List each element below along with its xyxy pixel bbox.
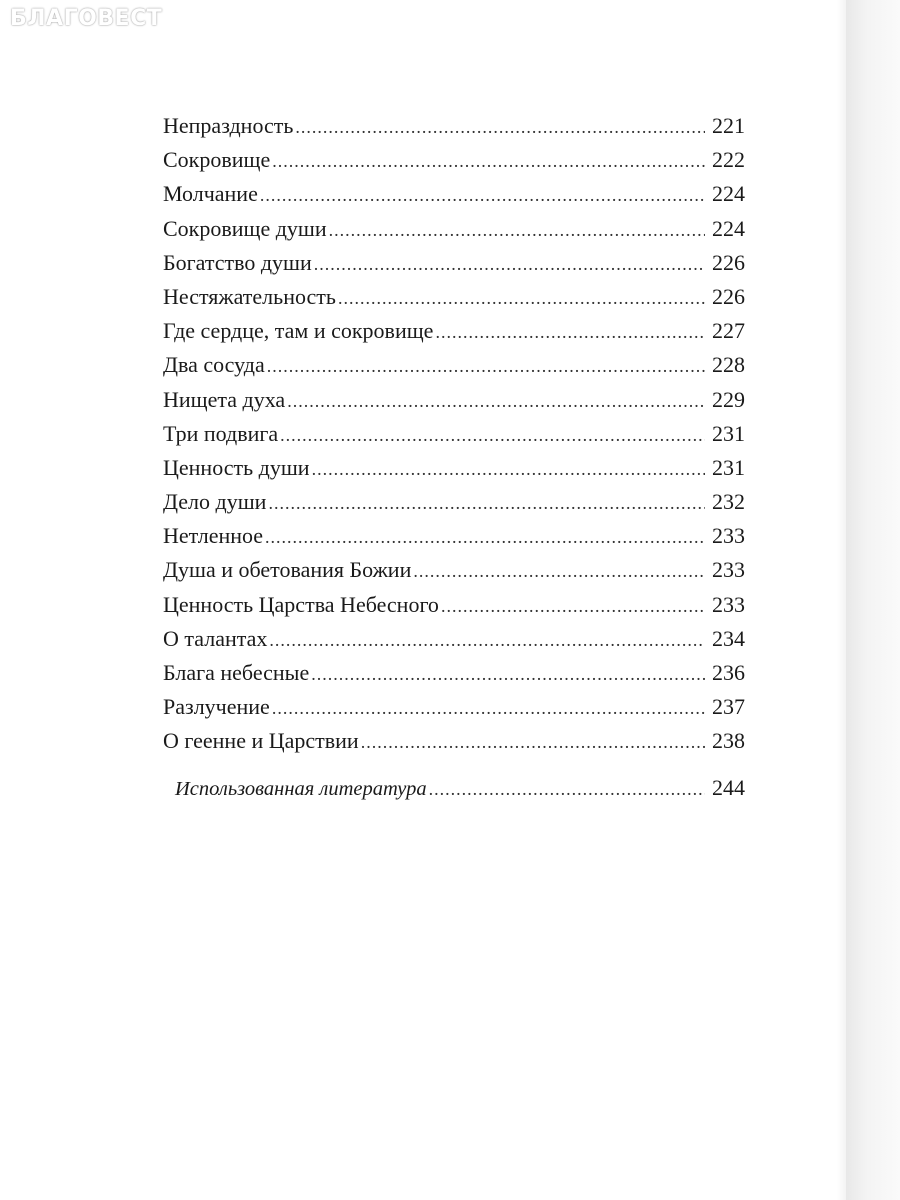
toc-entry-title: Сокровище xyxy=(163,147,271,173)
toc-entry xyxy=(163,250,745,284)
toc-dot-leader xyxy=(329,220,705,241)
toc-entry-page: 233 xyxy=(712,591,745,617)
toc-entry-page: 222 xyxy=(712,147,745,173)
toc-entry-title: Использованная литература xyxy=(175,777,427,800)
toc-entry-title: Ценность души xyxy=(163,454,310,480)
toc-entry-page: 237 xyxy=(712,694,745,720)
toc-entry-page: 227 xyxy=(712,318,745,344)
toc-entry-page: 234 xyxy=(712,625,745,651)
toc-entry-page: 231 xyxy=(712,420,745,446)
toc-entry-page: 233 xyxy=(712,557,745,583)
toc-entry xyxy=(163,352,745,386)
toc-entry-page: 244 xyxy=(712,774,745,800)
toc-dot-leader xyxy=(272,698,705,719)
toc-dot-leader xyxy=(413,561,705,582)
toc-dot-leader xyxy=(280,425,705,446)
toc-entry xyxy=(163,113,745,147)
toc-entry xyxy=(163,626,745,660)
toc-dot-leader xyxy=(287,391,705,412)
toc-entry xyxy=(163,181,745,215)
toc-entry-title: Молчание xyxy=(163,181,258,207)
toc-dot-leader xyxy=(314,254,705,275)
toc-entry-page: 226 xyxy=(712,283,745,309)
toc-dot-leader xyxy=(429,779,705,800)
toc-entry-page: 233 xyxy=(712,523,745,549)
toc-dot-leader xyxy=(268,493,705,514)
toc-entry-page: 224 xyxy=(712,215,745,241)
toc-entry-title: О геенне и Царствии xyxy=(163,728,359,754)
toc-entry-title: Непраздность xyxy=(163,113,294,138)
toc-entry xyxy=(163,421,745,455)
toc-entry-page: 221 xyxy=(712,113,745,138)
toc-entry-page: 231 xyxy=(712,454,745,480)
toc-entry xyxy=(163,147,745,181)
toc-entry-title: Богатство души xyxy=(163,249,312,275)
toc-entry-title: Ценность Царства Небесного xyxy=(163,591,439,617)
page-edge-shadow xyxy=(846,0,900,1200)
toc-entry xyxy=(163,557,745,591)
toc-dot-leader xyxy=(311,664,705,685)
toc-dot-leader xyxy=(312,459,705,480)
toc-entry xyxy=(163,489,745,523)
toc-dot-leader xyxy=(441,596,705,617)
toc-entry-bibliography xyxy=(163,775,745,809)
toc-entry xyxy=(163,592,745,626)
toc-dot-leader xyxy=(260,185,705,206)
toc-entry xyxy=(163,318,745,352)
toc-entry-title: О талантах xyxy=(163,625,268,651)
toc-dot-leader xyxy=(272,151,705,172)
toc-entry-page: 236 xyxy=(712,660,745,685)
toc-entry xyxy=(163,284,745,318)
toc-entry-page: 224 xyxy=(712,181,745,207)
toc-entry xyxy=(163,523,745,557)
toc-entry-page: 226 xyxy=(712,249,745,275)
toc-dot-leader xyxy=(269,630,705,651)
toc-entry xyxy=(163,728,745,762)
toc-entry-title: Дело души xyxy=(163,489,267,515)
toc-entry-title: Нетленное xyxy=(163,523,264,549)
toc-entry-page: 229 xyxy=(712,386,745,412)
toc-dot-leader xyxy=(295,117,705,138)
toc-dot-leader xyxy=(265,527,705,548)
toc-entry xyxy=(163,216,745,250)
toc-dot-leader xyxy=(361,732,705,753)
table-of-contents xyxy=(163,113,745,809)
toc-entry xyxy=(163,455,745,489)
toc-entry-title: Блага небесные xyxy=(163,660,310,685)
toc-dot-leader xyxy=(435,322,705,343)
watermark-logo: БЛАГОВЕСТ xyxy=(10,6,163,31)
toc-entry-page: 232 xyxy=(712,489,745,515)
toc-entry-title: Разлучение xyxy=(163,694,270,720)
toc-entry-title: Где сердце, там и сокровище xyxy=(163,318,434,344)
toc-entry-title: Сокровище души xyxy=(163,215,327,241)
toc-dot-leader xyxy=(267,356,705,377)
toc-entry-page: 228 xyxy=(712,352,745,378)
toc-entry xyxy=(163,387,745,421)
toc-entry xyxy=(163,694,745,728)
toc-entry-title: Нестяжательность xyxy=(163,283,336,309)
toc-dot-leader xyxy=(338,288,705,309)
toc-entry-title: Душа и обетования Божии xyxy=(163,557,412,583)
toc-entry-title: Два сосуда xyxy=(163,352,265,378)
toc-entry xyxy=(163,660,745,694)
toc-entry-page: 238 xyxy=(712,728,745,754)
toc-entry-title: Нищета духа xyxy=(163,386,286,412)
toc-entry-title: Три подвига xyxy=(163,420,279,446)
